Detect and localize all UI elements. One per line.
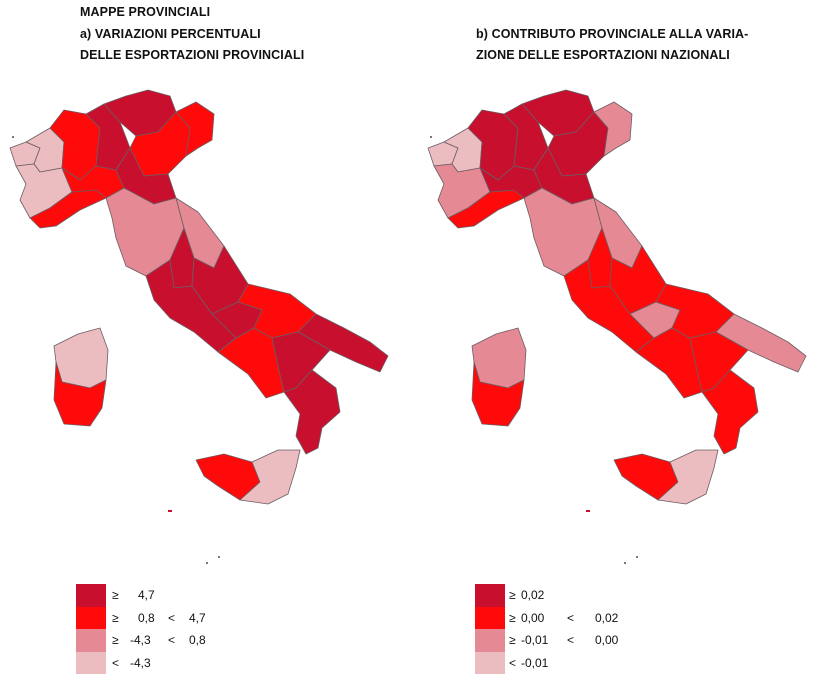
legend-op: < <box>112 655 120 670</box>
legend-swatch <box>475 584 505 607</box>
map-a-italy <box>0 88 400 568</box>
legend-value: 0,02 <box>595 610 619 625</box>
legend-op: ≥ <box>509 633 516 647</box>
map-b-islet <box>624 562 626 564</box>
map-a-legend <box>76 584 276 674</box>
map-a-title-line-2: DELLE ESPORTAZIONI PROVINCIALI <box>80 48 305 62</box>
map-a-title-line-1: a) VARIAZIONI PERCENTUALI <box>80 27 261 41</box>
legend-value: 4,7 <box>138 588 155 602</box>
map-b-title-line-1: b) CONTRIBUTO PROVINCIALE ALLA VARIA- <box>476 27 749 41</box>
map-b-title <box>476 24 748 66</box>
legend-a-row-3 <box>76 629 276 652</box>
legend-a-row-4 <box>76 652 276 675</box>
map-b-legend <box>475 584 675 674</box>
legend-op: ≥ <box>112 588 119 602</box>
map-a-islet <box>12 136 14 138</box>
legend-a-row-1 <box>76 584 276 607</box>
legend-value: 0,00 <box>595 633 619 647</box>
legend-b-row-4 <box>475 652 675 675</box>
legend-value: -0,01 <box>521 633 549 647</box>
map-a-islet <box>168 510 172 512</box>
legend-swatch <box>475 607 505 630</box>
legend-b-row-1 <box>475 584 675 607</box>
legend-op: < <box>567 610 575 625</box>
legend-swatch <box>76 652 106 675</box>
legend-swatch <box>475 629 505 652</box>
legend-swatch <box>76 607 106 630</box>
map-b-islet <box>586 510 590 512</box>
legend-op: ≥ <box>112 633 119 647</box>
legend-op: ≥ <box>509 588 516 602</box>
legend-value: 0,8 <box>189 633 206 647</box>
map-b-region-sardegna-n <box>472 328 526 388</box>
map-a-islet <box>206 562 208 564</box>
legend-value: -4,3 <box>130 633 151 647</box>
legend-value: -4,3 <box>130 655 151 670</box>
legend-op: ≥ <box>509 610 516 625</box>
legend-op: < <box>567 633 575 647</box>
legend-swatch <box>475 652 505 675</box>
map-b-title-line-2: ZIONE DELLE ESPORTAZIONI NAZIONALI <box>476 48 730 62</box>
legend-value: 0,02 <box>521 588 545 602</box>
map-a-islet <box>218 556 220 558</box>
legend-op: < <box>509 655 517 670</box>
map-a-region-sardegna-n <box>54 328 108 388</box>
map-b-islet <box>636 556 638 558</box>
map-a-title <box>80 24 304 66</box>
page-title: MAPPE PROVINCIALI <box>80 5 211 19</box>
legend-swatch <box>76 584 106 607</box>
legend-op: < <box>168 633 176 647</box>
map-b-islet <box>430 136 432 138</box>
legend-value: 0,8 <box>138 610 155 625</box>
legend-swatch <box>76 629 106 652</box>
legend-b-row-3 <box>475 629 675 652</box>
legend-value: 4,7 <box>189 610 206 625</box>
map-b-italy <box>418 88 818 568</box>
legend-a-row-2 <box>76 607 276 630</box>
legend-b-row-2 <box>475 607 675 630</box>
legend-value: 0,00 <box>521 610 545 625</box>
legend-op: ≥ <box>112 610 119 625</box>
legend-value: -0,01 <box>521 655 549 670</box>
legend-op: < <box>168 610 176 625</box>
